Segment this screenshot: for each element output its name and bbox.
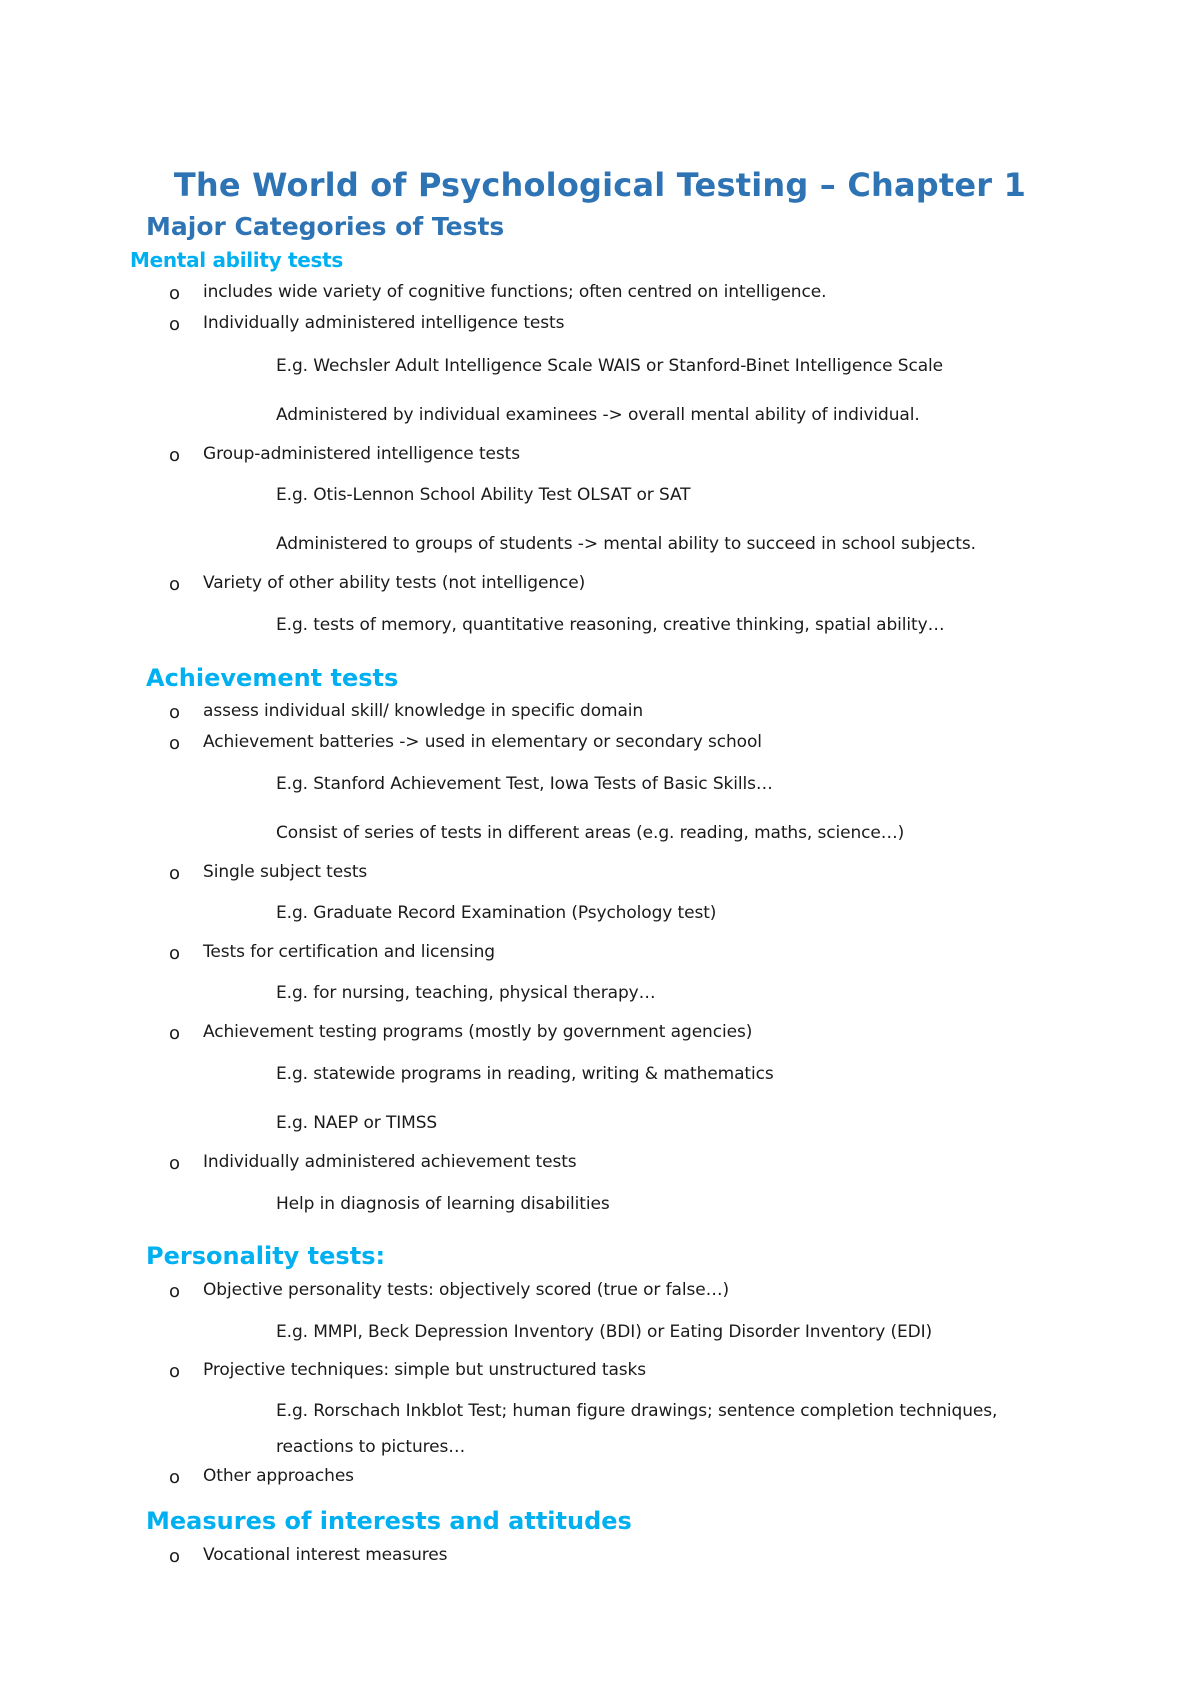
bullet-marker: o	[169, 943, 181, 964]
heading-achievement: Achievement tests	[146, 664, 399, 692]
bullet-marker: o	[169, 445, 181, 466]
sub-item: E.g. Otis-Lennon School Ability Test OLSAT or SAT	[276, 485, 691, 505]
heading-interests-attitudes: Measures of interests and attitudes	[146, 1507, 632, 1535]
heading-personality: Personality tests:	[146, 1242, 386, 1270]
sub-item: E.g. for nursing, teaching, physical therapy…	[276, 983, 656, 1003]
bullet-marker: o	[169, 733, 181, 754]
bullet-marker: o	[169, 314, 181, 335]
heading-mental-ability: Mental ability tests	[130, 248, 344, 272]
sub-item: E.g. Wechsler Adult Intelligence Scale WAIS or Stanford-Binet Intelligence Scale	[276, 356, 944, 376]
list-item: Other approaches	[203, 1466, 354, 1486]
sub-item-continued: reactions to pictures…	[276, 1437, 466, 1457]
bullet-marker: o	[169, 1281, 181, 1302]
bullet-marker: o	[169, 702, 181, 723]
list-item: includes wide variety of cognitive functions; often centred on intelligence.	[203, 282, 827, 302]
bullet-marker: o	[169, 574, 181, 595]
sub-item: Administered by individual examinees -> overall mental ability of individual.	[276, 405, 920, 425]
list-item: Single subject tests	[203, 862, 368, 882]
sub-item: Help in diagnosis of learning disabilities	[276, 1194, 610, 1214]
bullet-marker: o	[169, 863, 181, 884]
sub-item: E.g. Rorschach Inkblot Test; human figure drawings; sentence completion techniques,	[276, 1401, 998, 1421]
list-item: Individually administered achievement tests	[203, 1152, 577, 1172]
heading-major-categories: Major Categories of Tests	[146, 212, 505, 241]
list-item: Achievement testing programs (mostly by government agencies)	[203, 1022, 753, 1042]
bullet-marker: o	[169, 1153, 181, 1174]
sub-item: Administered to groups of students -> mental ability to succeed in school subjects.	[276, 534, 976, 554]
list-item: Projective techniques: simple but unstructured tasks	[203, 1360, 647, 1380]
sub-item: E.g. NAEP or TIMSS	[276, 1113, 438, 1133]
list-item: Individually administered intelligence tests	[203, 313, 565, 333]
bullet-marker: o	[169, 1467, 181, 1488]
sub-item: E.g. MMPI, Beck Depression Inventory (BDI) or Eating Disorder Inventory (EDI)	[276, 1322, 933, 1342]
bullet-marker: o	[169, 283, 181, 304]
list-item: Tests for certification and licensing	[203, 942, 495, 962]
sub-item: E.g. Stanford Achievement Test, Iowa Tests of Basic Skills…	[276, 774, 773, 794]
bullet-marker: o	[169, 1023, 181, 1044]
sub-item: E.g. Graduate Record Examination (Psychology test)	[276, 903, 717, 923]
list-item: Variety of other ability tests (not intelligence)	[203, 573, 586, 593]
list-item: assess individual skill/ knowledge in specific domain	[203, 701, 644, 721]
list-item: Achievement batteries -> used in elementary or secondary school	[203, 732, 762, 752]
document-title: The World of Psychological Testing – Chapter 1	[173, 166, 1027, 204]
sub-item: E.g. tests of memory, quantitative reasoning, creative thinking, spatial ability…	[276, 615, 945, 635]
bullet-marker: o	[169, 1546, 181, 1567]
sub-item: E.g. statewide programs in reading, writing & mathematics	[276, 1064, 774, 1084]
list-item: Objective personality tests: objectively scored (true or false…)	[203, 1280, 729, 1300]
list-item: Vocational interest measures	[203, 1545, 448, 1565]
bullet-marker: o	[169, 1361, 181, 1382]
sub-item: Consist of series of tests in different areas (e.g. reading, maths, science…)	[276, 823, 905, 843]
list-item: Group-administered intelligence tests	[203, 444, 520, 464]
